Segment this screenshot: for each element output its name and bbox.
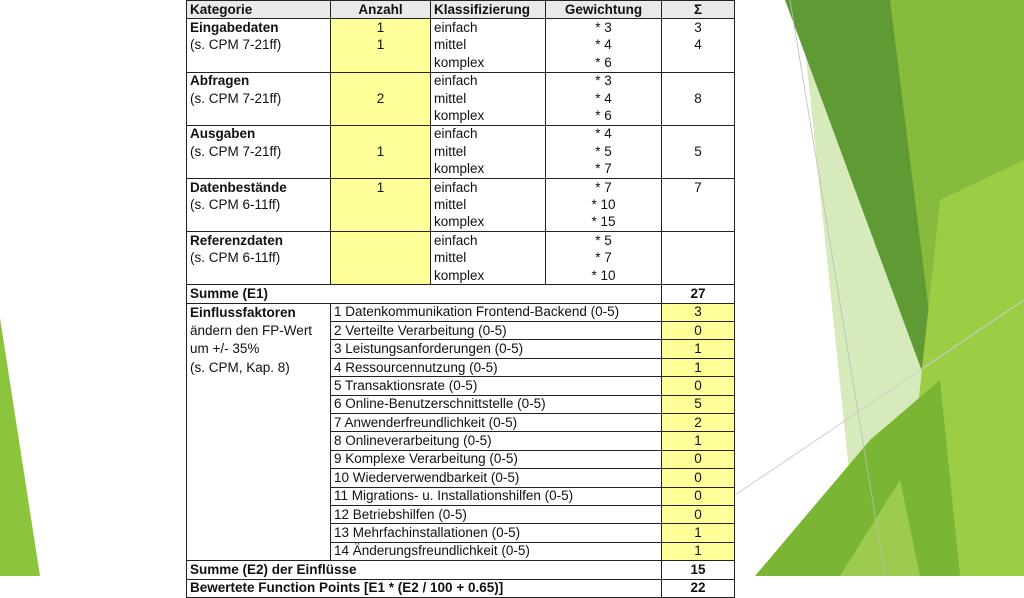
klassifizierung-cell: mittel: [431, 249, 546, 266]
factor-row: [187, 524, 735, 542]
klassifizierung-cell: komplex: [431, 161, 546, 179]
sum-cell: [662, 249, 735, 266]
factor-value: 1: [662, 340, 735, 358]
einfluss-empty: [187, 395, 331, 413]
factor-label: 7 Anwenderfreundlichkeit (0-5): [331, 413, 662, 431]
einfluss-empty: [187, 505, 331, 523]
sum-cell: 4: [662, 37, 735, 54]
category-row: [187, 249, 735, 266]
anzahl-cell: [331, 267, 431, 285]
einfluss-empty: [187, 542, 331, 560]
factor-value: 1: [662, 358, 735, 376]
anzahl-cell: 1: [331, 143, 431, 160]
factor-row: [187, 542, 735, 560]
anzahl-cell: [331, 196, 431, 213]
factor-row: [187, 358, 735, 376]
factor-value: 3: [662, 303, 735, 321]
factor-value: 0: [662, 322, 735, 340]
anzahl-cell: 1: [331, 19, 431, 37]
factor-label: 11 Migrations- u. Installationshilfen (0-5): [331, 487, 662, 505]
einfluss-empty: [187, 377, 331, 395]
einfluss-empty: [187, 413, 331, 431]
anzahl-cell: [331, 161, 431, 179]
sum-cell: 3: [662, 19, 735, 37]
category-empty: [187, 214, 331, 232]
category-name: Abfragen: [187, 72, 331, 90]
factor-value: 0: [662, 469, 735, 487]
category-empty: [187, 161, 331, 179]
bewertet-label: Bewertete Function Points [E1 * (E2 / 100 + 0.65)]: [187, 579, 662, 597]
category-row: [187, 143, 735, 160]
factor-value: 0: [662, 505, 735, 523]
klassifizierung-cell: mittel: [431, 37, 546, 54]
sum-cell: [662, 196, 735, 213]
einfluss-empty: [187, 469, 331, 487]
anzahl-cell: 1: [331, 178, 431, 196]
sum-cell: [662, 72, 735, 90]
category-ref: (s. CPM 7-21ff): [187, 37, 331, 54]
anzahl-cell: [331, 72, 431, 90]
header-kategorie: Kategorie: [187, 1, 331, 19]
bewertet-value: 22: [662, 579, 735, 597]
factor-value: 1: [662, 542, 735, 560]
factor-label: 14 Änderungsfreundlichkeit (0-5): [331, 542, 662, 560]
klassifizierung-cell: einfach: [431, 72, 546, 90]
factor-value: 5: [662, 395, 735, 413]
klassifizierung-cell: mittel: [431, 196, 546, 213]
category-row: [187, 90, 735, 107]
sum-cell: [662, 267, 735, 285]
klassifizierung-cell: einfach: [431, 178, 546, 196]
gewichtung-cell: * 4: [546, 90, 662, 107]
sum-cell: [662, 232, 735, 250]
einfluss-empty: [187, 524, 331, 542]
gewichtung-cell: * 7: [546, 161, 662, 179]
factor-label: 5 Transaktionsrate (0-5): [331, 377, 662, 395]
sum-cell: 5: [662, 143, 735, 160]
category-name: Ausgaben: [187, 125, 331, 143]
factor-label: 3 Leistungsanforderungen (0-5): [331, 340, 662, 358]
category-ref: (s. CPM 6-11ff): [187, 196, 331, 213]
category-row: [187, 125, 735, 143]
factor-row: [187, 377, 735, 395]
klassifizierung-cell: komplex: [431, 267, 546, 285]
gewichtung-cell: * 7: [546, 249, 662, 266]
einfluss-empty: [187, 450, 331, 468]
gewichtung-cell: * 15: [546, 214, 662, 232]
factor-row: [187, 395, 735, 413]
gewichtung-cell: * 4: [546, 37, 662, 54]
sum-cell: [662, 161, 735, 179]
factor-label: 4 Ressourcennutzung (0-5): [331, 358, 662, 376]
klassifizierung-cell: einfach: [431, 125, 546, 143]
factor-label: 2 Verteilte Verarbeitung (0-5): [331, 322, 662, 340]
category-ref: (s. CPM 7-21ff): [187, 143, 331, 160]
anzahl-cell: 1: [331, 37, 431, 54]
header-row: [187, 1, 735, 19]
anzahl-cell: [331, 249, 431, 266]
summe-e1-label: Summe (E1): [187, 285, 662, 303]
klassifizierung-cell: komplex: [431, 107, 546, 125]
gewichtung-cell: * 3: [546, 19, 662, 37]
category-row: [187, 107, 735, 125]
category-empty: [187, 107, 331, 125]
gewichtung-cell: * 6: [546, 54, 662, 72]
gewichtung-cell: * 7: [546, 178, 662, 196]
factor-row: [187, 322, 735, 340]
summe-e1-row: [187, 285, 735, 303]
einfluss-desc: (s. CPM, Kap. 8): [187, 358, 331, 376]
category-row: [187, 196, 735, 213]
factor-value: 0: [662, 487, 735, 505]
header-gewichtung: Gewichtung: [546, 1, 662, 19]
sum-cell: 7: [662, 178, 735, 196]
summe-e2-value: 15: [662, 561, 735, 579]
sum-cell: 8: [662, 90, 735, 107]
header-sigma: Σ: [662, 1, 735, 19]
klassifizierung-cell: komplex: [431, 54, 546, 72]
klassifizierung-cell: mittel: [431, 90, 546, 107]
factor-value: 1: [662, 524, 735, 542]
factor-row: [187, 450, 735, 468]
einfluss-desc: um +/- 35%: [187, 340, 331, 358]
summe-e2-row: [187, 561, 735, 579]
einfluss-desc: ändern den FP-Wert: [187, 322, 331, 340]
factor-label: 10 Wiederverwendbarkeit (0-5): [331, 469, 662, 487]
factor-row: [187, 413, 735, 431]
summe-e1-value: 27: [662, 285, 735, 303]
gewichtung-cell: * 10: [546, 196, 662, 213]
gewichtung-cell: * 5: [546, 143, 662, 160]
category-name: Eingabedaten: [187, 19, 331, 37]
factor-row: [187, 303, 735, 321]
category-row: [187, 161, 735, 179]
anzahl-cell: [331, 232, 431, 250]
category-ref: (s. CPM 7-21ff): [187, 90, 331, 107]
gewichtung-cell: * 3: [546, 72, 662, 90]
anzahl-cell: [331, 125, 431, 143]
factor-row: [187, 505, 735, 523]
gewichtung-cell: * 6: [546, 107, 662, 125]
gewichtung-cell: * 4: [546, 125, 662, 143]
klassifizierung-cell: komplex: [431, 214, 546, 232]
factor-row: [187, 487, 735, 505]
category-empty: [187, 267, 331, 285]
header-klassifizierung: Klassifizierung: [431, 1, 546, 19]
klassifizierung-cell: einfach: [431, 19, 546, 37]
sum-cell: [662, 125, 735, 143]
factor-value: 0: [662, 450, 735, 468]
gewichtung-cell: * 5: [546, 232, 662, 250]
header-anzahl: Anzahl: [331, 1, 431, 19]
function-point-table: [186, 0, 735, 598]
category-row: [187, 37, 735, 54]
bewertet-row: [187, 579, 735, 597]
factor-label: 13 Mehrfachinstallationen (0-5): [331, 524, 662, 542]
factor-label: 9 Komplexe Verarbeitung (0-5): [331, 450, 662, 468]
category-row: [187, 54, 735, 72]
category-name: Referenzdaten: [187, 232, 331, 250]
factor-label: 6 Online-Benutzerschnittstelle (0-5): [331, 395, 662, 413]
factor-value: 2: [662, 413, 735, 431]
factor-label: 1 Datenkommunikation Frontend-Backend (0-5): [331, 303, 662, 321]
einfluss-title: Einflussfaktoren: [187, 303, 331, 321]
factor-row: [187, 432, 735, 450]
category-ref: (s. CPM 6-11ff): [187, 249, 331, 266]
sum-cell: [662, 214, 735, 232]
summe-e2-label: Summe (E2) der Einflüsse: [187, 561, 662, 579]
table-body: [187, 19, 735, 598]
category-row: [187, 19, 735, 37]
factor-row: [187, 469, 735, 487]
anzahl-cell: [331, 214, 431, 232]
category-row: [187, 178, 735, 196]
sum-cell: [662, 54, 735, 72]
category-row: [187, 72, 735, 90]
factor-row: [187, 340, 735, 358]
anzahl-cell: 2: [331, 90, 431, 107]
sum-cell: [662, 107, 735, 125]
factor-value: 1: [662, 432, 735, 450]
factor-label: 12 Betriebshilfen (0-5): [331, 505, 662, 523]
category-name: Datenbestände: [187, 178, 331, 196]
category-row: [187, 267, 735, 285]
einfluss-empty: [187, 487, 331, 505]
factor-value: 0: [662, 377, 735, 395]
einfluss-empty: [187, 432, 331, 450]
anzahl-cell: [331, 54, 431, 72]
category-empty: [187, 54, 331, 72]
anzahl-cell: [331, 107, 431, 125]
factor-label: 8 Onlineverarbeitung (0-5): [331, 432, 662, 450]
gewichtung-cell: * 10: [546, 267, 662, 285]
klassifizierung-cell: einfach: [431, 232, 546, 250]
category-row: [187, 232, 735, 250]
category-row: [187, 214, 735, 232]
klassifizierung-cell: mittel: [431, 143, 546, 160]
